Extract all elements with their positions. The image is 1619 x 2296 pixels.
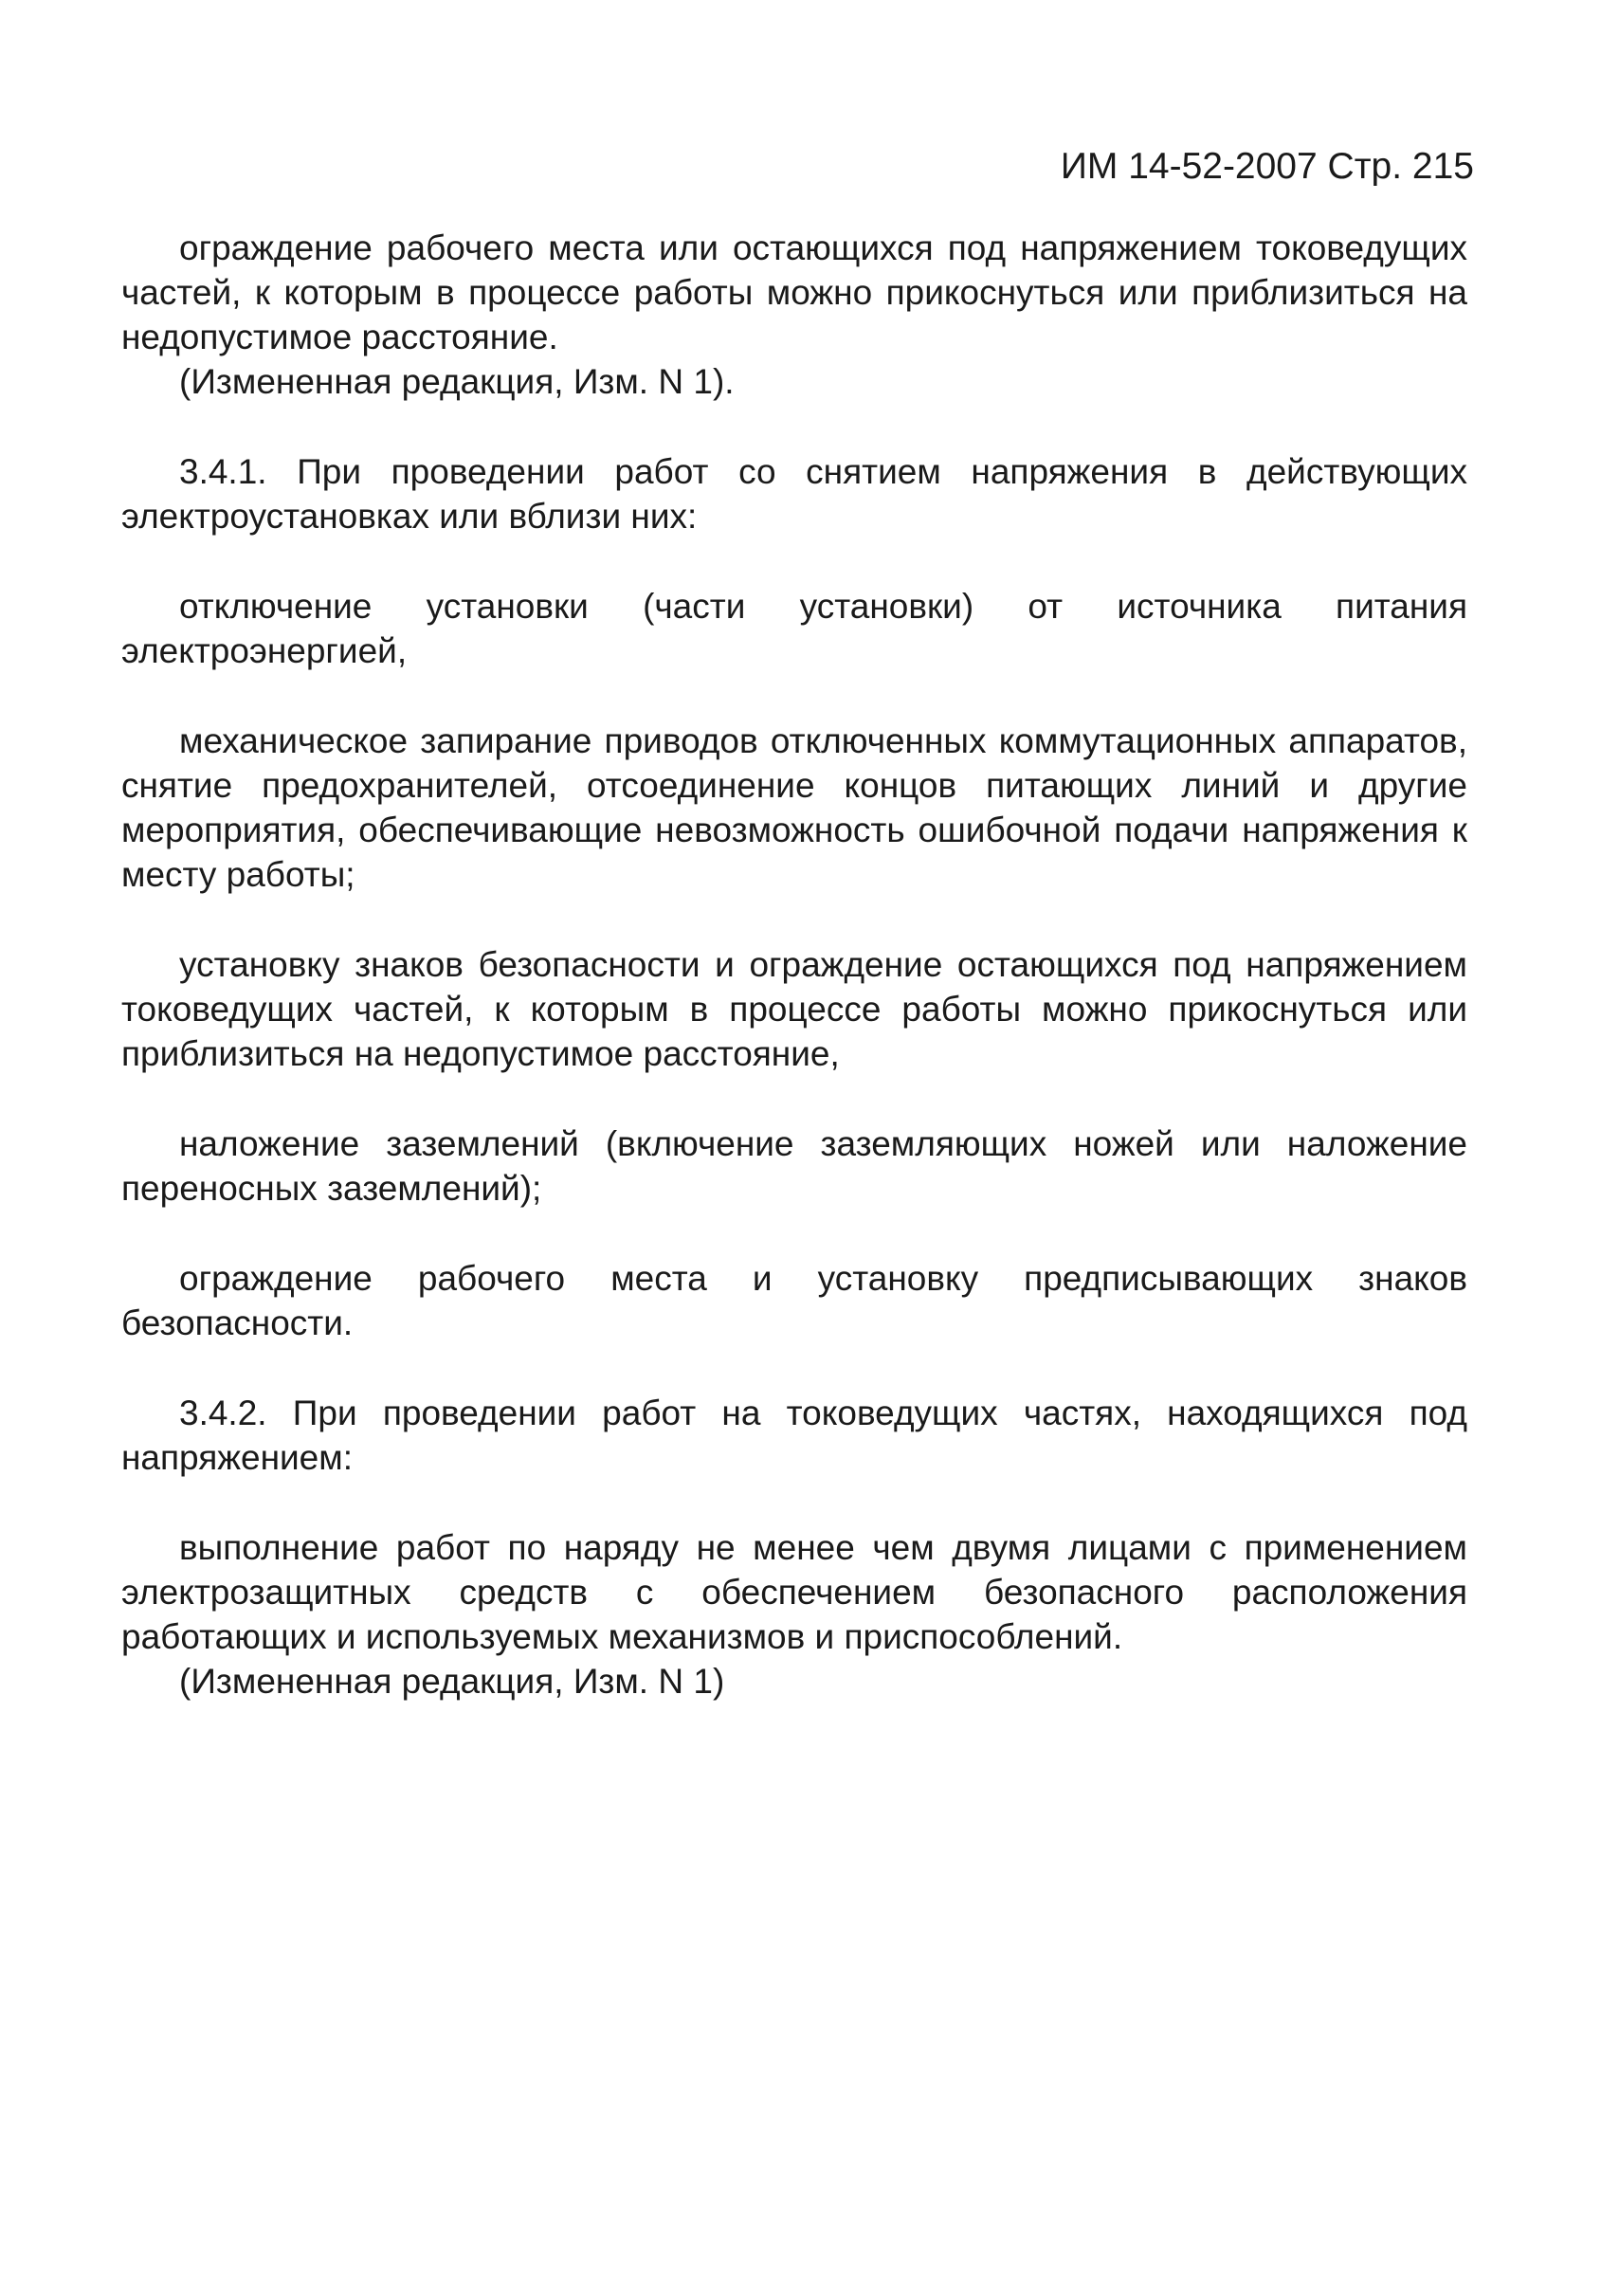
clause-3-4-1: 3.4.1. При проведении работ со снятием напряжения в действующих электроустановках или вблизи них: [121, 452, 1467, 536]
paragraph: ограждение рабочего места или остающихся под напряжением токоведущих частей, к которым в процессе работы можно прикоснуться или приблизиться на недопустимое расстояние. [121, 228, 1467, 356]
clause-3-4-2: 3.4.2. При проведении работ на токоведущих частях, находящихся под напряжением: [121, 1394, 1467, 1477]
running-head: ИМ 14-52-2007 Стр. 215 [1060, 146, 1474, 187]
list-item: выполнение работ по наряду не менее чем двумя лицами с применением электрозащитных средств с обеспечением безопасного расположения работающих и используемых механизмов и приспособлений. [121, 1528, 1467, 1656]
list-item: установку знаков безопасности и ограждение остающихся под напряжением токоведущих частей, к которым в процессе работы можно прикоснуться или приблизиться на недопустимое расстояние, [121, 945, 1467, 1073]
amendment-note: (Измененная редакция, Изм. N 1). [179, 362, 735, 401]
list-item: наложение заземлений (включение заземляющих ножей или наложение переносных заземлений); [121, 1124, 1467, 1208]
list-item: отключение установки (части установки) от источника питания электроэнергией, [121, 587, 1467, 670]
list-item: ограждение рабочего места и установку предписывающих знаков безопасности. [121, 1259, 1467, 1342]
amendment-note: (Измененная редакция, Изм. N 1) [179, 1662, 725, 1701]
list-item: механическое запирание приводов отключенных коммутационных аппаратов, снятие предохранителей, отсоединение концов питающих линий и другие мероприятия, обеспечивающие невозможность ошибочной подачи напряжения к месту работы; [121, 721, 1467, 894]
document-body [121, 226, 1467, 1704]
